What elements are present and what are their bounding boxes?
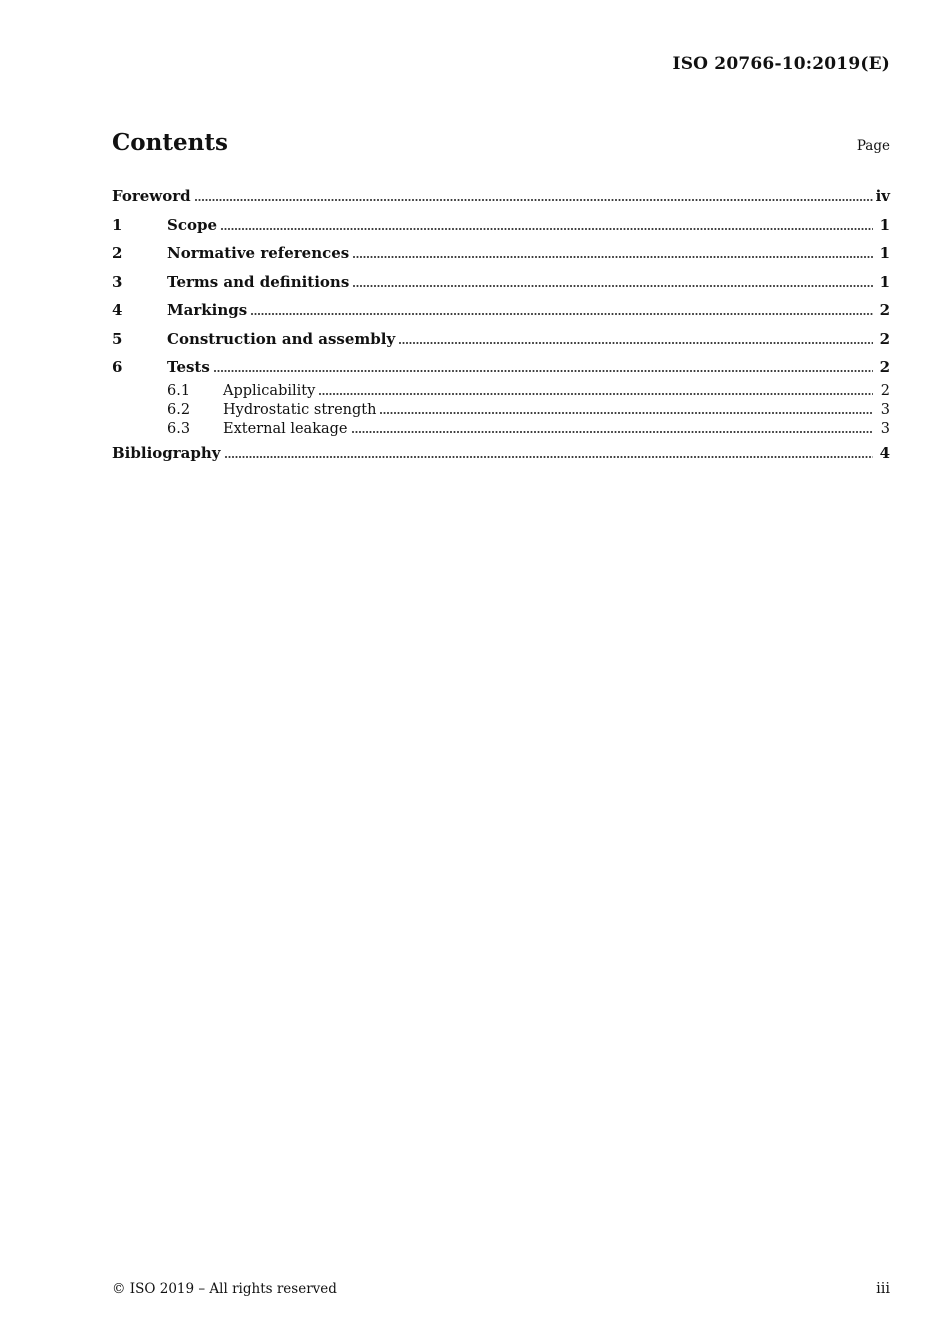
toc-entry[interactable]: [112, 268, 890, 297]
toc-entry[interactable]: [112, 325, 890, 354]
toc-entry-label: Applicability: [223, 382, 316, 399]
toc-entry-number: 6.3: [167, 420, 191, 437]
toc-entry-number: 5: [112, 329, 123, 348]
toc-entry[interactable]: [112, 439, 890, 468]
toc-entry-page: 1: [879, 244, 890, 262]
page-title: Contents: [112, 129, 228, 156]
toc-entry-label: Markings: [167, 301, 248, 319]
toc-entry[interactable]: [112, 296, 890, 325]
toc-entry-number: 6.1: [167, 382, 191, 399]
toc-entry-page: 3: [880, 420, 890, 437]
toc-entry-label: Terms and definitions: [167, 272, 350, 291]
toc-entry-page: iv: [875, 187, 890, 205]
page-column-label: Page: [856, 138, 890, 154]
toc-entry-page: 1: [879, 272, 890, 291]
dot-leader-icon: [319, 393, 873, 395]
dot-leader-icon: [225, 456, 874, 458]
toc-entry[interactable]: [112, 401, 890, 420]
toc-entry-label: Tests: [167, 358, 210, 376]
toc-entry-page: 2: [879, 301, 890, 319]
toc-entry-number: 4: [112, 301, 123, 319]
dot-leader-icon: [380, 412, 873, 414]
toc-entry-label: Scope: [167, 215, 218, 234]
page-footer: [112, 1281, 890, 1297]
toc-entry-label: Bibliography: [112, 443, 221, 462]
toc-entry[interactable]: [112, 353, 890, 382]
toc-entry-label: Foreword: [112, 187, 191, 205]
dot-leader-icon: [352, 431, 874, 433]
dot-leader-icon: [214, 370, 873, 372]
dot-leader-icon: [195, 199, 873, 201]
toc-entry-number: 1: [112, 215, 123, 234]
toc-entry-number: 3: [112, 272, 123, 291]
toc-entry-page: 3: [880, 401, 890, 418]
toc-entry[interactable]: [112, 382, 890, 401]
toc-entry-page: 2: [879, 329, 890, 348]
toc-entry[interactable]: [112, 420, 890, 439]
table-of-contents: [112, 182, 890, 467]
toc-entry-page: 2: [880, 382, 890, 399]
toc-entry-label: Normative references: [167, 244, 350, 262]
toc-entry-page: 4: [879, 443, 890, 462]
dot-leader-icon: [353, 285, 873, 287]
copyright-notice: © ISO 2019 – All rights reserved: [112, 1281, 337, 1297]
toc-entry-number: 6: [112, 358, 123, 376]
toc-entry-number: 6.2: [167, 401, 191, 418]
contents-heading: [112, 129, 890, 156]
toc-entry-label: Construction and assembly: [167, 329, 396, 348]
toc-entry-page: 1: [879, 215, 890, 234]
toc-entry-page: 2: [879, 358, 890, 376]
toc-entry-label: External leakage: [223, 420, 348, 437]
document-reference: ISO 20766-10:2019(E): [672, 54, 890, 74]
toc-entry[interactable]: [112, 211, 890, 240]
dot-leader-icon: [251, 313, 873, 315]
toc-entry[interactable]: [112, 239, 890, 268]
toc-entry-label: Hydrostatic strength: [223, 401, 377, 418]
dot-leader-icon: [221, 228, 873, 230]
folio-page-number: iii: [876, 1281, 890, 1297]
toc-entry[interactable]: [112, 182, 890, 211]
dot-leader-icon: [399, 342, 873, 344]
toc-entry-number: 2: [112, 244, 123, 262]
dot-leader-icon: [353, 256, 873, 258]
